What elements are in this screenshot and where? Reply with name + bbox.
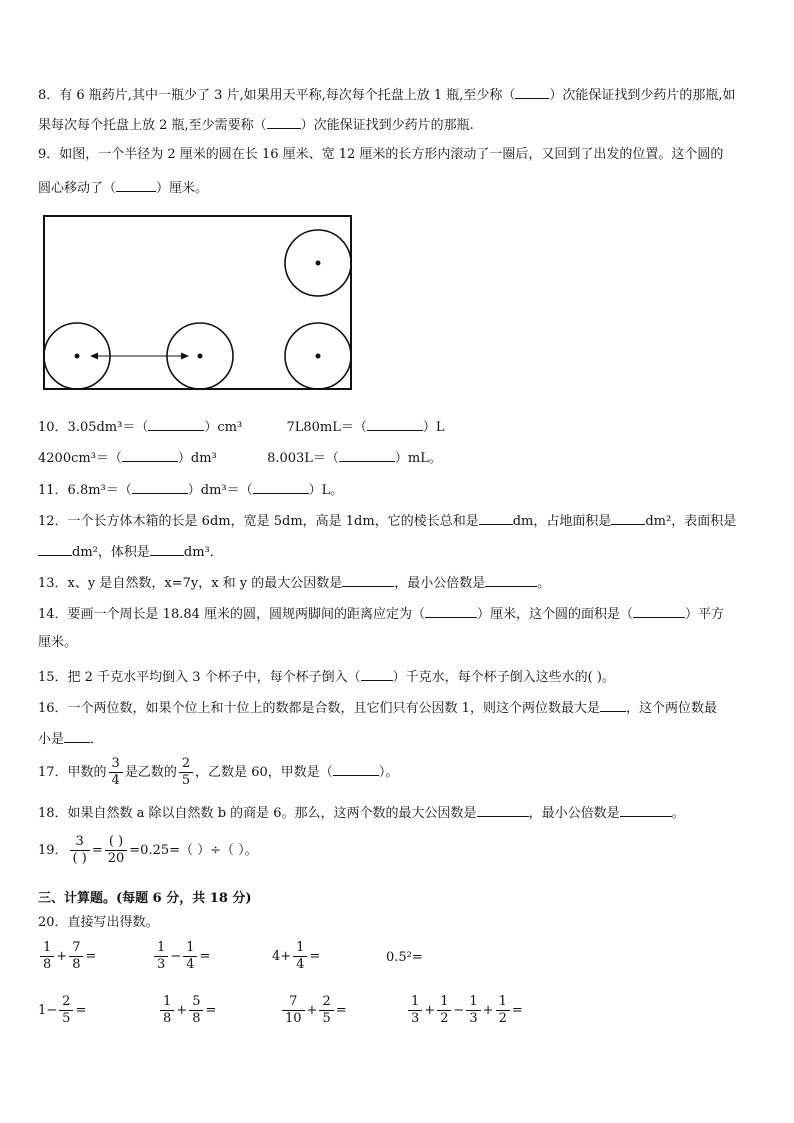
question-13 bbox=[38, 572, 758, 593]
expression-7 bbox=[280, 994, 347, 1027]
question-8-line-2 bbox=[38, 114, 758, 135]
q16-b: ，这个两位数最 bbox=[625, 701, 717, 716]
question-16-line-1 bbox=[38, 697, 758, 718]
denominator: 20 bbox=[107, 851, 125, 866]
answer-blank[interactable] bbox=[267, 114, 301, 129]
numerator: 2 bbox=[319, 994, 333, 1011]
q14-line2: 厘米。 bbox=[38, 635, 78, 650]
denominator: 4 bbox=[186, 957, 195, 972]
q9-text-2: 圆心移动了（ bbox=[38, 181, 117, 196]
denominator: 8 bbox=[72, 957, 81, 972]
answer-blank[interactable] bbox=[485, 572, 537, 587]
q9-text-1: 9．如图，一个半径为 2 厘米的圆在长 16 厘米、宽 12 厘米的长方形内滚动了一圈后，又回到了出发的位置。这个圆的 bbox=[38, 147, 724, 162]
numerator: 1 bbox=[160, 994, 174, 1011]
equals: = bbox=[205, 1003, 217, 1018]
denominator-blank[interactable]: ( ) bbox=[72, 851, 87, 866]
denominator: 8 bbox=[192, 1011, 201, 1026]
question-10-line-1 bbox=[38, 416, 758, 437]
question-9-line-2 bbox=[38, 177, 758, 198]
question-17 bbox=[38, 756, 758, 789]
section-3-title: 三、计算题。(每题 6 分，共 18 分) bbox=[38, 891, 252, 906]
expression-6 bbox=[158, 994, 216, 1027]
q18-a: 18．如果自然数 a 除以自然数 b 的商是 6。那么，这两个数的最大公因数是 bbox=[38, 806, 477, 821]
equals: = bbox=[335, 1003, 347, 1018]
q16-line2: 小是 bbox=[38, 732, 65, 747]
answer-blank[interactable] bbox=[477, 802, 529, 817]
q15-a: 15．把 2 千克水平均倒入 3 个杯子中，每个杯子倒入（ bbox=[38, 670, 361, 685]
fraction bbox=[496, 994, 510, 1027]
answer-blank[interactable] bbox=[116, 177, 156, 192]
fraction bbox=[437, 994, 451, 1027]
circle-center bbox=[75, 354, 80, 359]
q10-a: 10．3.05dm³＝（ bbox=[38, 420, 149, 435]
q16-line2-end: ． bbox=[90, 732, 104, 747]
fraction bbox=[154, 940, 168, 973]
question-11 bbox=[38, 479, 758, 500]
numerator: 1 bbox=[496, 994, 510, 1011]
fraction-2-5 bbox=[179, 756, 193, 789]
question-19 bbox=[38, 834, 758, 867]
fraction bbox=[69, 940, 83, 973]
fraction-blank-20 bbox=[105, 834, 128, 867]
operator: + bbox=[176, 1003, 188, 1018]
q8-text-1-end: ）次能保证找到少药片的那瓶,如 bbox=[549, 88, 736, 103]
fraction-3-4 bbox=[109, 756, 123, 789]
operator: + bbox=[56, 949, 68, 964]
q8-text-2: 果每次每个托盘上放 2 瓶,至少需要称（ bbox=[38, 118, 267, 133]
numerator: 3 bbox=[70, 834, 90, 851]
expression-2 bbox=[152, 940, 210, 973]
numerator: 2 bbox=[59, 994, 73, 1011]
denominator: 5 bbox=[322, 1011, 331, 1026]
equals: = bbox=[91, 843, 103, 858]
fraction bbox=[293, 940, 307, 973]
q19-a: 19． bbox=[38, 843, 68, 858]
circle-center bbox=[198, 354, 203, 359]
fraction bbox=[59, 994, 73, 1027]
numerator-blank[interactable]: ( ) bbox=[105, 834, 128, 851]
answer-blank[interactable] bbox=[64, 728, 90, 743]
answer-blank[interactable] bbox=[342, 572, 394, 587]
denominator: 5 bbox=[181, 773, 191, 788]
fraction bbox=[319, 994, 333, 1027]
numerator: 1 bbox=[408, 994, 422, 1011]
answer-blank[interactable] bbox=[122, 447, 178, 462]
question-10-line-2 bbox=[38, 447, 758, 468]
q10-c-end: ）dm³ bbox=[177, 451, 217, 466]
answer-blank[interactable] bbox=[515, 84, 549, 99]
numerator: 1 bbox=[183, 940, 197, 957]
fraction bbox=[40, 940, 54, 973]
q13-a: 13．x、y 是自然数，x=7y，x 和 y 的最大公因数是 bbox=[38, 576, 343, 591]
numerator: 1 bbox=[437, 994, 451, 1011]
q12-d: dm²，体积是 bbox=[72, 545, 150, 560]
q11-a: 11．6.8m³＝（ bbox=[38, 483, 132, 498]
arrow-head-left bbox=[90, 353, 98, 360]
q17-c: ，乙数是 60，甲数是（ bbox=[195, 765, 333, 780]
equals: = bbox=[511, 1003, 523, 1018]
equals: = bbox=[85, 949, 97, 964]
denominator: 8 bbox=[43, 957, 52, 972]
question-20-title bbox=[38, 914, 758, 932]
answer-blank[interactable] bbox=[633, 603, 685, 618]
q13-b: ，最小公倍数是 bbox=[394, 576, 486, 591]
q8-text-2-end: ）次能保证找到少药片的那瓶. bbox=[300, 118, 474, 133]
q18-b: ，最小公倍数是 bbox=[528, 806, 620, 821]
operator: + bbox=[482, 1003, 494, 1018]
denominator: 10 bbox=[285, 1011, 302, 1026]
question-12-line-1 bbox=[38, 510, 758, 531]
q19-b: =0.25=（ ）÷（ ）。 bbox=[129, 843, 258, 858]
expression-8 bbox=[406, 994, 523, 1027]
answer-blank[interactable] bbox=[38, 541, 72, 556]
denominator: 8 bbox=[163, 1011, 172, 1026]
numerator: 5 bbox=[189, 994, 203, 1011]
question-14-line-1 bbox=[38, 603, 758, 624]
q10-d-end: ）mL。 bbox=[394, 451, 442, 466]
fraction bbox=[282, 994, 305, 1027]
expression-text: 0.5²= bbox=[386, 950, 423, 965]
rectangle-circles-figure bbox=[40, 212, 356, 394]
question-14-line-2 bbox=[38, 634, 758, 652]
rectangle bbox=[44, 216, 351, 389]
expression-4 bbox=[386, 950, 423, 965]
numerator: 7 bbox=[282, 994, 305, 1011]
answer-blank[interactable] bbox=[132, 479, 188, 494]
q10-b: 7L80mL＝（ bbox=[286, 420, 367, 435]
q14-b: ）厘米，这个圆的面积是（ bbox=[477, 607, 634, 622]
answer-blank[interactable] bbox=[333, 761, 379, 776]
question-9-line-1 bbox=[38, 146, 758, 164]
q17-b: 是乙数的 bbox=[124, 765, 177, 780]
denominator: 4 bbox=[296, 957, 305, 972]
denominator: 3 bbox=[469, 1011, 478, 1026]
numerator: 2 bbox=[179, 756, 193, 773]
answer-blank[interactable] bbox=[253, 479, 309, 494]
answer-blank[interactable] bbox=[148, 416, 204, 431]
numerator: 1 bbox=[40, 940, 54, 957]
q12-e: dm³． bbox=[183, 545, 223, 560]
q14-c: ）平方 bbox=[685, 607, 725, 622]
denominator: 4 bbox=[111, 773, 120, 788]
answer-blank[interactable] bbox=[425, 603, 477, 618]
q9-text-2-end: ）厘米。 bbox=[156, 181, 209, 196]
circle-center bbox=[316, 261, 321, 266]
question-15 bbox=[38, 666, 758, 687]
q10-b-end: ）L bbox=[422, 420, 445, 435]
operator: − bbox=[453, 1003, 465, 1018]
numerator: 7 bbox=[69, 940, 83, 957]
fraction bbox=[408, 994, 422, 1027]
q11-b: ）dm³＝（ bbox=[187, 483, 253, 498]
circle-center bbox=[316, 354, 321, 359]
numerator: 1 bbox=[154, 940, 168, 957]
q16-a: 16．一个两位数，如果个位上和十位上的数都是合数，且它们只有公因数 1，则这个两位数最大是 bbox=[38, 701, 600, 716]
denominator: 3 bbox=[157, 957, 166, 972]
answer-blank[interactable] bbox=[479, 510, 513, 525]
q10-a-end: ）cm³ bbox=[204, 420, 243, 435]
question-8-line-1 bbox=[38, 84, 758, 105]
question-18 bbox=[38, 802, 758, 823]
q10-d: 8.003L＝（ bbox=[267, 451, 339, 466]
prefix: 1− bbox=[38, 1003, 58, 1018]
fraction bbox=[466, 994, 480, 1027]
answer-blank[interactable] bbox=[150, 541, 184, 556]
equals: = bbox=[309, 949, 321, 964]
q10-c: 4200cm³＝（ bbox=[38, 451, 122, 466]
numerator: 1 bbox=[293, 940, 307, 957]
expression-5 bbox=[38, 994, 86, 1027]
fraction bbox=[160, 994, 174, 1027]
equals: = bbox=[199, 949, 211, 964]
numerator: 1 bbox=[466, 994, 480, 1011]
fraction bbox=[189, 994, 203, 1027]
expression-3 bbox=[272, 940, 320, 973]
q15-b: ）千克水，每个杯子倒入这些水的( )。 bbox=[392, 670, 615, 685]
operator: − bbox=[170, 949, 182, 964]
q18-c: 。 bbox=[671, 806, 685, 821]
fraction bbox=[183, 940, 197, 973]
question-16-line-2 bbox=[38, 728, 758, 749]
equals: = bbox=[75, 1003, 87, 1018]
prefix: 4+ bbox=[272, 949, 292, 964]
section-3-heading bbox=[38, 890, 758, 908]
operator: + bbox=[306, 1003, 318, 1018]
answer-blank[interactable] bbox=[367, 416, 423, 431]
denominator: 2 bbox=[498, 1011, 507, 1026]
q17-d: ）。 bbox=[378, 765, 399, 780]
q13-c: 。 bbox=[537, 576, 551, 591]
answer-blank[interactable] bbox=[611, 510, 645, 525]
arrow-head-right bbox=[181, 353, 189, 360]
q17-a: 17．甲数的 bbox=[38, 765, 107, 780]
answer-blank[interactable] bbox=[620, 802, 672, 817]
q12-c: dm²，表面积是 bbox=[645, 514, 737, 529]
fraction-3-blank bbox=[70, 834, 90, 867]
operator: + bbox=[424, 1003, 436, 1018]
answer-blank[interactable] bbox=[339, 447, 395, 462]
answer-blank[interactable] bbox=[600, 697, 626, 712]
denominator: 3 bbox=[411, 1011, 420, 1026]
q8-text-1: 8．有 6 瓶药片,其中一瓶少了 3 片,如果用天平称,每次每个托盘上放 1 瓶,至少称（ bbox=[38, 88, 516, 103]
q11-c: ）L。 bbox=[308, 483, 344, 498]
expression-1 bbox=[38, 940, 96, 973]
q12-b: dm，占地面积是 bbox=[512, 514, 612, 529]
answer-blank[interactable] bbox=[361, 666, 393, 681]
denominator: 5 bbox=[62, 1011, 71, 1026]
denominator: 2 bbox=[440, 1011, 449, 1026]
q20-title: 20．直接写出得数。 bbox=[38, 915, 159, 930]
q14-a: 14．要画一个周长是 18.84 厘米的圆，圆规两脚间的距离应定为（ bbox=[38, 607, 426, 622]
question-12-line-2 bbox=[38, 541, 758, 562]
numerator: 3 bbox=[109, 756, 123, 773]
q12-a: 12．一个长方体木箱的长是 6dm，宽是 5dm，高是 1dm，它的棱长总和是 bbox=[38, 514, 479, 529]
